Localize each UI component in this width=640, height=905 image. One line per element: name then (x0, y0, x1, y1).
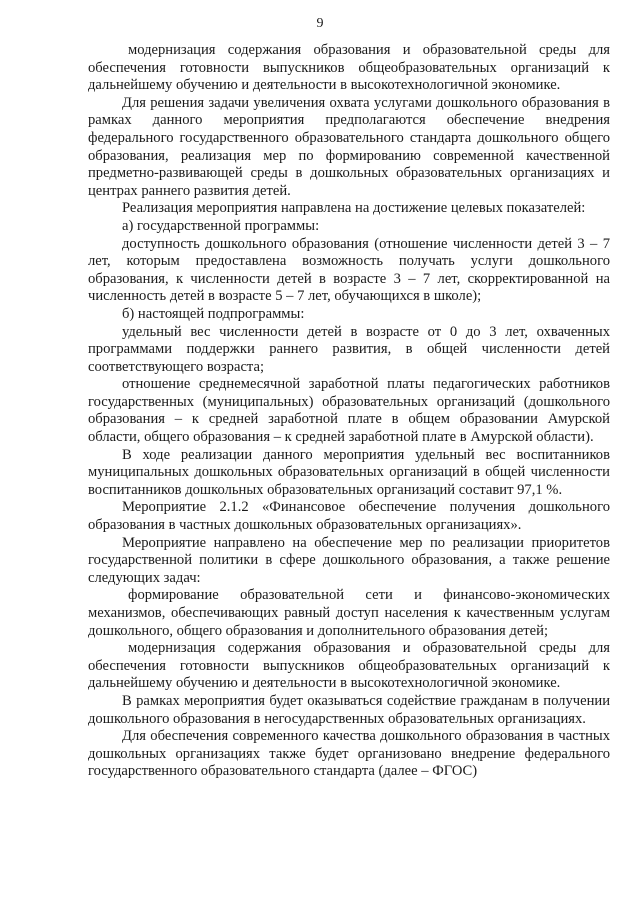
paragraph: модернизация содержания образования и образовательной среды для обеспечения готовности выпускников общеобразовательных организаций к дальнейшему обучению и деятельности в высокотехнологичной экономике. (88, 42, 610, 94)
paragraph: удельный вес численности детей в возрасте от 0 до 3 лет, охваченных программами поддержки раннего развития, в общей численности детей соответствующего возраста; (88, 323, 610, 375)
paragraph: Мероприятие 2.1.2 «Финансовое обеспечение получения дошкольного образования в частных дошкольных образовательных организациях». (88, 499, 610, 534)
paragraph: формирование образовательной сети и финансово-экономических механизмов, обеспечивающих равный доступ населения к качественным услугам дошкольного, общего образования и дополнительного образования детей; (88, 587, 610, 639)
paragraph: б) настоящей подпрограммы: (122, 305, 305, 322)
paragraph: Для обеспечения современного качества дошкольного образования в частных дошкольных организациях также будет организовано внедрение федерального государственного образовательного стандарта (далее – ФГОС) (88, 728, 610, 780)
paragraph: В рамках мероприятия будет оказываться содействие гражданам в получении дошкольного образования в негосударственных образовательных организациях. (88, 692, 610, 727)
paragraph: Реализация мероприятия направлена на достижение целевых показателей: (122, 200, 586, 217)
paragraph: Мероприятие направлено на обеспечение мер по реализации приоритетов государственной политики в сфере дошкольного образования, а также решение следующих задач: (88, 534, 610, 586)
paragraph: В ходе реализации данного мероприятия удельный вес воспитанников муниципальных дошкольных образовательных организаций в общей численности воспитанников дошкольных образовательных организаций составит 97,1 %. (88, 446, 610, 498)
page-number: 9 (316, 16, 324, 31)
paragraph: доступность дошкольного образования (отношение численности детей 3 – 7 лет, которым предоставлена возможность получать услуги дошкольного образования, к численности детей в возрасте 3 – 7 лет, скорректированной на численность детей в возрасте 5 – 7 лет, обучающихся в школе); (88, 235, 610, 305)
paragraph: отношение среднемесячной заработной платы педагогических работников государственных (муниципальных) образовательных организаций (дошкольного образования – к средней заработной плате в общем образовании Амурской области, общего образования – к средней заработной плате в Амурской области). (88, 376, 610, 446)
document-body (88, 42, 610, 781)
paragraph: Для решения задачи увеличения охвата услугами дошкольного образования в рамках данного мероприятия предполагаются обеспечение внедрения федерального государственного образовательного стандарта дошкольного общего образования, реализация мер по формированию современной качественной предметно-развивающей среды в дошкольных образовательных организациях и центрах раннего развития детей. (88, 94, 610, 199)
paragraph: модернизация содержания образования и образовательной среды для обеспечения готовности выпускников общеобразовательных организаций к дальнейшему обучению и деятельности в высокотехнологичной экономике. (88, 640, 610, 692)
paragraph: а) государственной программы: (122, 217, 320, 234)
